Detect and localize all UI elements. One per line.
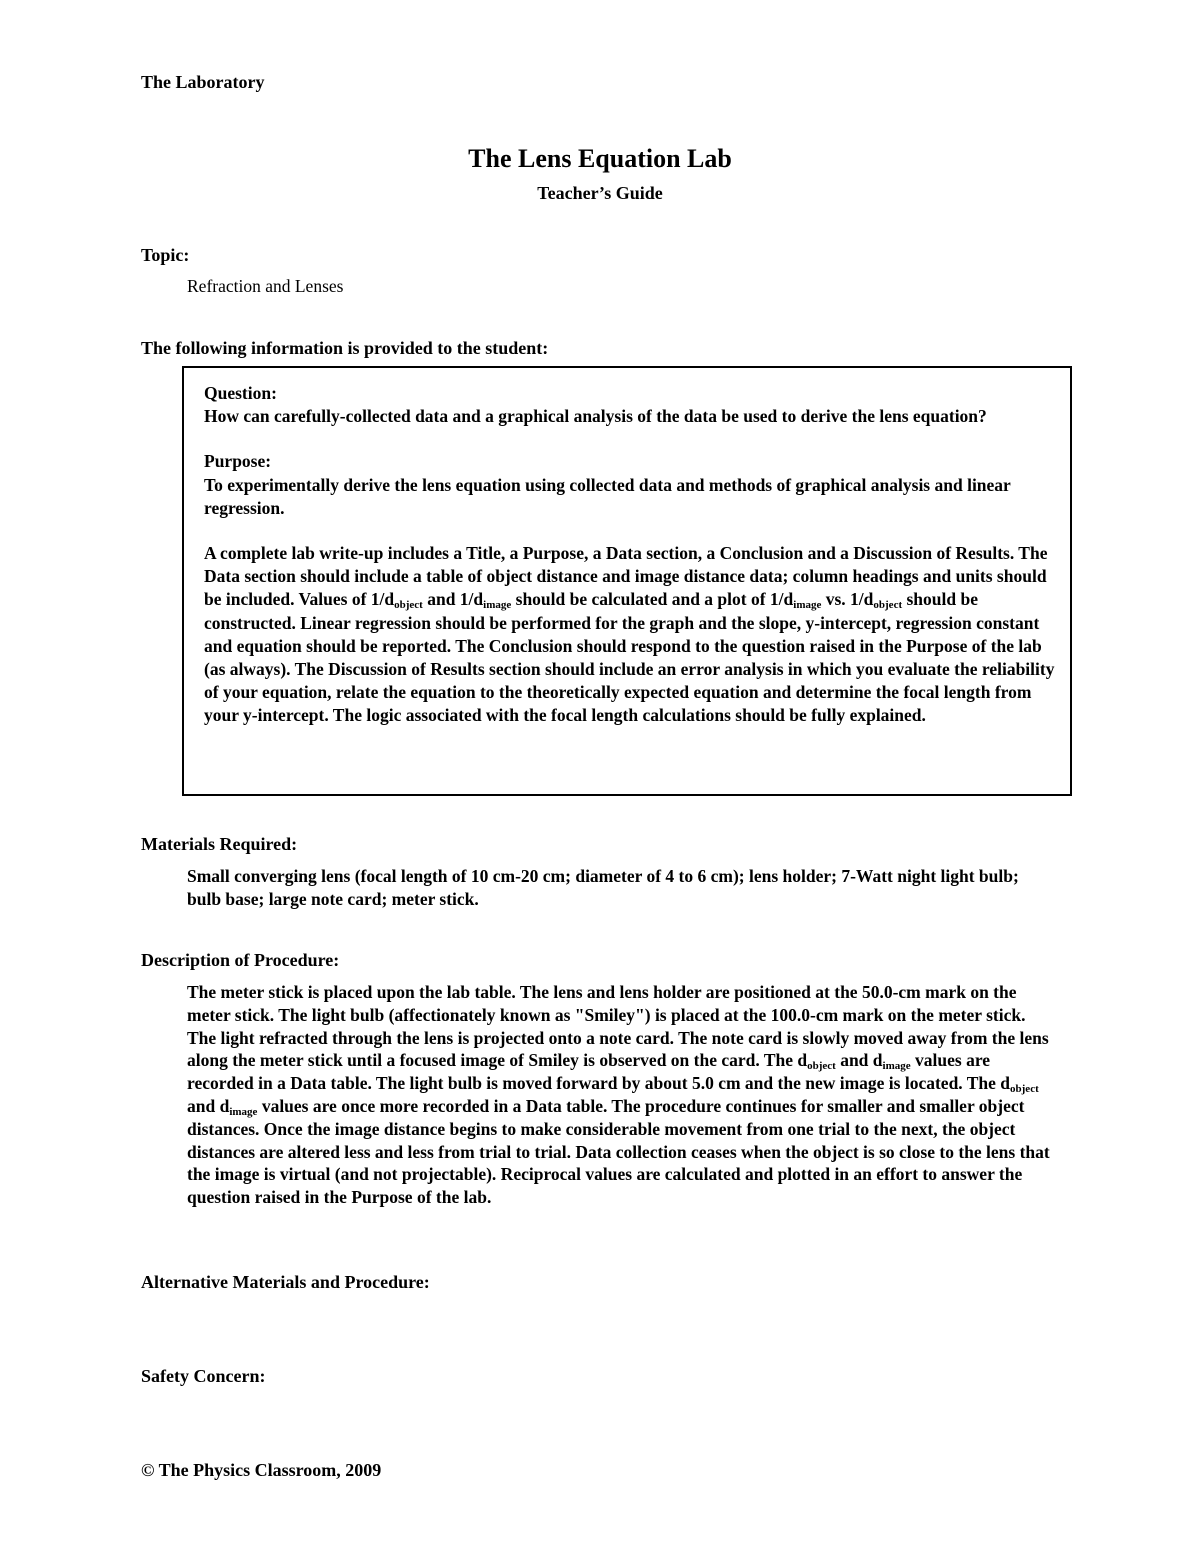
procedure-text-1: The meter stick is placed upon the lab table. The lens and lens holder are positioned at the 50.0-cm mark on the meter stick. The light bulb (affectionately known as "Smiley") is placed at the 100.0-cm mark on the meter stick. The light refracted through the lens is projected onto a note card. The note card is slowly moved away from the lens along the meter stick until a focused image of Smiley is observed on the card. The d (187, 982, 1049, 1071)
subscript-image: image (793, 599, 822, 612)
writeup-text-and: and 1/d (422, 589, 484, 610)
page-title: The Lens Equation Lab (468, 144, 732, 173)
writeup-text-1: A complete lab write-up includes a Title, a Purpose, a Data section, a Conclusion and a Discussion of Results. The Data section should include a table of object distance and image distance data; column headings and units should be included. Values of 1/d (204, 543, 1048, 610)
subscript-image: image (882, 1060, 911, 1073)
student-info-box (182, 366, 1072, 796)
writeup-instructions (204, 542, 1066, 728)
topic-heading: Topic: (141, 245, 190, 265)
procedure-heading: Description of Procedure: (141, 950, 340, 970)
procedure-text-2: values are recorded in a Data table. The light bulb is moved forward by about 5.0 cm and the new image is located. The d (187, 1050, 1011, 1094)
topic-text: Refraction and Lenses (187, 276, 344, 296)
subscript-object: object (394, 599, 423, 612)
procedure-text (187, 981, 1057, 1209)
materials-text: Small converging lens (focal length of 10 cm-20 cm; diameter of 4 to 6 cm); lens holder; 7-Watt night light bulb; bulb base; large note card; meter stick. (187, 866, 1019, 909)
subscript-object: object (1010, 1083, 1039, 1096)
safety-heading: Safety Concern: (141, 1366, 266, 1386)
purpose-text: To experimentally derive the lens equation using collected data and methods of graphical analysis and linear regression. (204, 474, 1011, 518)
page-subtitle: Teacher’s Guide (537, 183, 663, 203)
procedure-text-and: and d (835, 1050, 883, 1071)
purpose-label: Purpose: (204, 451, 272, 472)
info-heading: The following information is provided to the student: (141, 338, 549, 358)
student-info-content (204, 382, 1066, 728)
subscript-image: image (229, 1105, 258, 1118)
materials-heading: Materials Required: (141, 834, 298, 854)
question-text: How can carefully-collected data and a graphical analysis of the data be used to derive the lens equation? (204, 406, 987, 427)
writeup-text-3: should be constructed. Linear regression should be performed for the graph and the slope, y-intercept, regression constant and equation should be reported. The Conclusion should respond to the question raised in the Purpose of the lab (as always). The Discussion of Results section should include an error analysis in which you evaluate the reliability of your equation, relate the equation to the theoretically expected equation and determine the focal length from your y-intercept. The logic associated with the focal length calculations should be fully explained. (204, 589, 1055, 726)
page-header: The Laboratory (141, 72, 265, 92)
writeup-text-2: should be calculated and a plot of 1/d (511, 589, 794, 610)
procedure-text-and: and d (187, 1095, 230, 1116)
subscript-image: image (483, 599, 512, 612)
writeup-text-vs: vs. 1/d (821, 589, 874, 610)
alternative-heading: Alternative Materials and Procedure: (141, 1272, 430, 1292)
copyright-footer: © The Physics Classroom, 2009 (141, 1460, 382, 1480)
subscript-object: object (807, 1060, 836, 1073)
subscript-object: object (873, 599, 903, 612)
procedure-text-3: values are once more recorded in a Data table. The procedure continues for smaller and smaller object distances. Once the image distance begins to make considerable movement from one trial to the next, the object distances are altered less and less from trial to trial. Data collection ceases when the object is so close to the lens that the image is virtual (and not projectable). Reciprocal values are calculated and plotted in an effort to answer the question raised in the Purpose of the lab. (187, 1095, 1050, 1208)
question-label: Question: (204, 383, 277, 403)
